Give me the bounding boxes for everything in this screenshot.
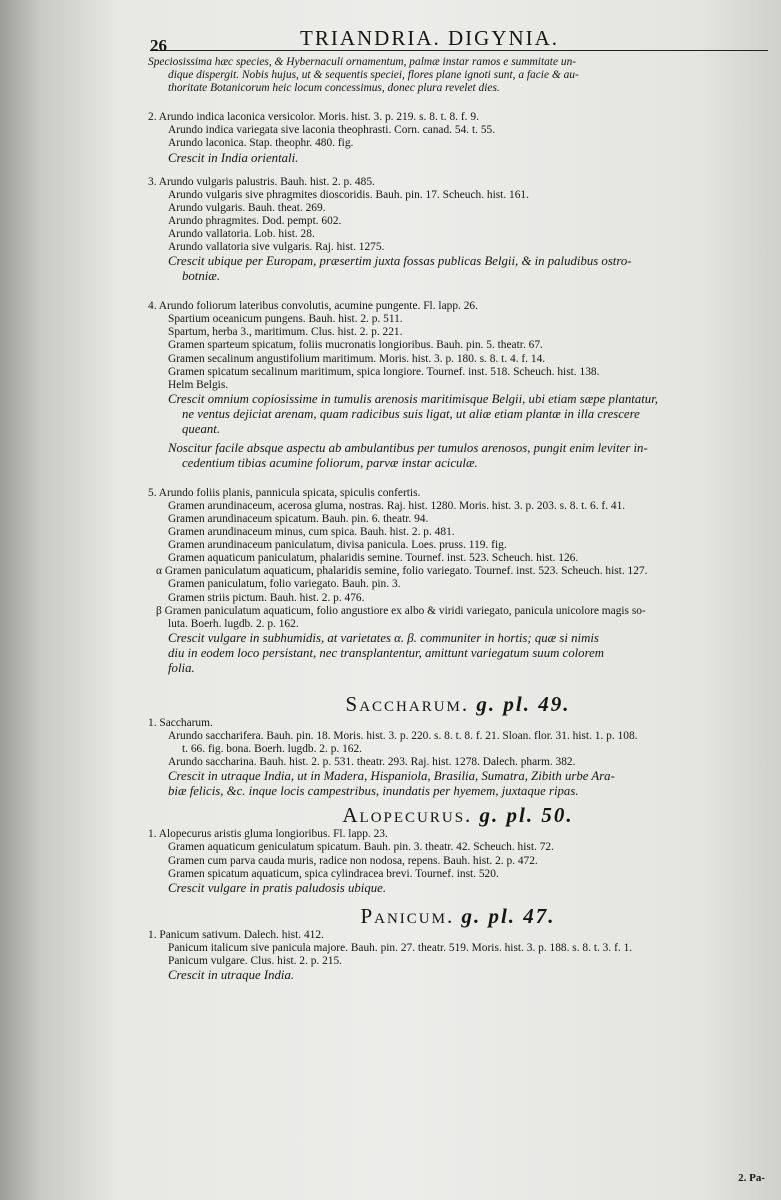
entry-4-head: 4. Arundo foliorum lateribus convolutis, acumine pungente. Fl. lapp. 26. (148, 300, 478, 313)
genus-ref: g. pl. 50. (479, 803, 574, 828)
synonym-line: Gramen sparteum spicatum, foliis mucronatis longioribus. Bauh. pin. 5. theatr. 67. (168, 339, 543, 352)
synonym-line: Gramen arundinaceum spicatum. Bauh. pin. 6. theatr. 94. (168, 512, 429, 525)
synonym-line: Arundo phragmites. Dod. pempt. 602. (168, 214, 342, 227)
habitat-line: Crescit vulgare in subhumidis, at varietates α. β. communiter in hortis; quæ si nimis (168, 630, 599, 645)
synonym-line: Gramen arundinaceum paniculatum, divisa panicula. Loes. pruss. 119. fig. (168, 539, 507, 552)
entry-3-head: 3. Arundo vulgaris palustris. Bauh. hist. 2. p. 485. (148, 175, 375, 188)
habitat-line: Crescit in utraque India. (168, 968, 295, 983)
genus-title: Panicum. (360, 903, 455, 928)
variety-alpha-line: α Gramen paniculatum aquaticum, phalaridis semine, folio variegato. Tournef. inst. 523. Scheuch. hist. 127. (156, 565, 648, 578)
genus-ref: g. pl. 47. (461, 903, 556, 928)
running-header (150, 26, 768, 55)
synonym-line: Gramen secalinum angustifolium maritimum. Moris. hist. 3. p. 180. s. 8. t. 4. f. 14. (168, 352, 546, 365)
synonym-line: t. 66. fig. bona. Boerh. lugdb. 2. p. 162. (182, 743, 363, 756)
habitat-line: diu in eodem loco persistant, nec transplantentur, amittunt variegatum suum colorem (168, 645, 604, 660)
note-line: Noscitur facile absque aspectu ab ambulantibus per tumulos arenosos, pungit enim leviter in- (168, 440, 648, 455)
synonym-line: Helm Belgis. (168, 378, 229, 391)
synonym-line: Spartum, herba 3., maritimum. Clus. hist. 2. p. 221. (168, 326, 403, 339)
variety-beta-line: β Gramen paniculatum aquaticum, folio angustiore ex albo & viridi variegato, panicula unicolore magis so- (156, 604, 646, 617)
synonym-line: Gramen cum parva cauda muris, radice non nodosa, repens. Bauh. hist. 2. p. 472. (168, 854, 538, 867)
synonym-line: Gramen striis pictum. Bauh. hist. 2. p. 476. (168, 591, 365, 604)
synonym-line: Arundo vallatoria. Lob. hist. 28. (168, 227, 315, 240)
entry-2-head: 2. Arundo indica laconica versicolor. Moris. hist. 3. p. 219. s. 8. t. 8. f. 9. (148, 111, 479, 124)
synonym-line: Arundo saccharifera. Bauh. pin. 18. Moris. hist. 3. p. 220. s. 8. t. 8. f. 21. Sloan. flor. 31. hist. 1. p. 108. (168, 730, 638, 742)
genus-heading-alopecurus (148, 803, 768, 828)
synonym-line: Arundo vulgaris. Bauh. theat. 269. (168, 201, 326, 214)
genus-title: Alopecurus. (342, 803, 473, 828)
synonym-line: Panicum italicum sive panicula majore. Bauh. pin. 27. theatr. 519. Moris. hist. 3. p. 188. s. 8. t. 3. f. 1. (168, 941, 633, 954)
habitat-line: Crescit omnium copiosissime in tumulis arenosis maritimisque Belgii, ubi etiam sæpe plantatur, (168, 391, 658, 406)
synonym-line: Panicum vulgare. Clus. hist. 2. p. 215. (168, 955, 343, 968)
habitat-line: biæ felicis, &c. inque locis campestribus, inundatis per hyemem, juxtaque ripas. (168, 784, 579, 799)
genus-heading-saccharum (148, 691, 768, 716)
habitat-line: Crescit in India orientali. (168, 150, 299, 165)
synonym-line: Arundo vulgaris sive phragmites dioscoridis. Bauh. pin. 17. Scheuch. hist. 161. (168, 188, 529, 201)
habitat-line: Crescit vulgare in pratis paludosis ubique. (168, 880, 387, 895)
synonym-line: Spartium oceanicum pungens. Bauh. hist. 2. p. 511. (168, 313, 403, 326)
entry-5-head: 5. Arundo foliis planis, pannicula spicata, spiculis confertis. (148, 486, 421, 499)
habitat-line: queant. (182, 421, 221, 436)
synonym-line: Gramen aquaticum paniculatum, phalaridis semine. Tournef. inst. 523. Scheuch. hist. 126. (168, 552, 579, 565)
synonym-line: Arundo vallatoria sive vulgaris. Raj. hist. 1275. (168, 241, 385, 254)
habitat-line: Crescit ubique per Europam, præsertim juxta fossas publicas Belgii, & in paludibus ostro- (168, 254, 632, 269)
note-line: cedentium tibias acumine foliorum, parvæ instar aciculæ. (182, 455, 478, 470)
habitat-line: botniæ. (182, 269, 221, 284)
page-number: 26 (150, 36, 167, 55)
synonym-line: Gramen spicatum secalinum maritimum, spica longiore. Tournef. inst. 518. Scheuch. hist. 138. (168, 365, 600, 378)
genus-heading-panicum (148, 903, 768, 928)
running-head-title: TRIANDRIA. DIGYNIA. (300, 26, 560, 50)
entry-head: 1. Saccharum. (148, 716, 213, 729)
genus-ref: g. pl. 49. (476, 691, 571, 716)
synonym-line: Gramen aquaticum geniculatum spicatum. Bauh. pin. 3. theatr. 42. Scheuch. hist. 72. (168, 841, 554, 854)
habitat-line: folia. (168, 660, 195, 675)
synonym-line: Gramen paniculatum, folio variegato. Bauh. pin. 3. (168, 578, 401, 591)
synonym-line: Arundo indica variegata sive laconia theophrasti. Corn. canad. 54. t. 55. (168, 124, 496, 137)
synonym-line: Gramen arundinaceum minus, cum spica. Bauh. hist. 2. p. 481. (168, 526, 455, 539)
entry-head: 1. Panicum sativum. Dalech. hist. 412. (148, 928, 324, 941)
habitat-line: ne ventus dejiciat arenam, quam radicibus suis ligat, ut aliæ etiam plantæ in illa crescere (182, 406, 640, 421)
synonym-line: Arundo saccharina. Bauh. hist. 2. p. 531. theatr. 293. Raj. hist. 1278. Dalech. pharm. 382. (168, 756, 576, 769)
entry-head: 1. Alopecurus aristis gluma longioribus. Fl. lapp. 23. (148, 828, 388, 841)
variety-beta-line: luta. Boerh. lugdb. 2. p. 162. (168, 617, 299, 630)
synonym-line: Gramen spicatum aquaticum, spica cylindracea brevi. Tournef. inst. 520. (168, 867, 499, 880)
catchword: 2. Pa- (738, 1172, 765, 1184)
intro-line: thoritate Botanicorum heic locum concessimus, donec plura revelet dies. (168, 82, 500, 95)
genus-title: Saccharum. (345, 691, 470, 716)
habitat-line: Crescit in utraque India, ut in Madera, Hispaniola, Brasilia, Sumatra, Zibith urbe Ara- (168, 769, 615, 784)
intro-line: Speciosissima hæc species, & Hybernaculi ornamentum, palmæ instar ramos e summitate un- (148, 56, 577, 68)
main-text (148, 56, 768, 983)
intro-line: dique dispergit. Nobis hujus, ut & sequentis speciei, flores plane ignoti sunt, a facie & au- (168, 69, 579, 82)
synonym-line: Arundo laconica. Stap. theophr. 480. fig. (168, 137, 354, 150)
synonym-line: Gramen arundinaceum, acerosa gluma, nostras. Raj. hist. 1280. Moris. hist. 3. p. 203. s. 8. t. 6. f. 41. (168, 499, 626, 512)
